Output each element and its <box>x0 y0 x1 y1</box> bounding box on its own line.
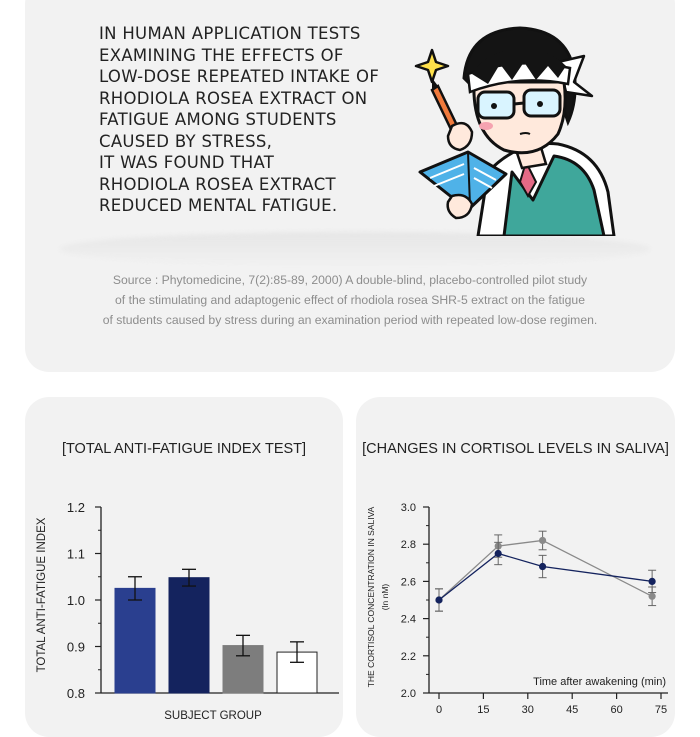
student-reading-book-illustration <box>408 22 624 236</box>
x-tick-label: 0 <box>435 704 443 716</box>
intro-line: FATIGUE AMONG STUDENTS <box>99 110 337 129</box>
y-tick-label: 2.8 <box>400 539 416 552</box>
x-axis-label: SUBJECT GROUP <box>164 710 262 722</box>
intro-line: REDUCED MENTAL FATIGUE. <box>99 196 338 215</box>
bar <box>115 588 155 693</box>
data-point <box>495 550 502 557</box>
intro-line: RHODIOLA ROSEA EXTRACT <box>99 174 336 194</box>
intro-line: CAUSED BY STRESS, <box>99 131 273 151</box>
x-tick-label: 45 <box>566 704 579 716</box>
intro-line: RHODIOLA ROSEA EXTRACT ON <box>99 88 368 108</box>
x-tick-label: 60 <box>610 704 623 716</box>
y-tick-label: 1.2 <box>66 500 85 515</box>
series-line <box>439 554 652 601</box>
cortisol-chart-card <box>356 397 675 737</box>
source-citation <box>40 270 660 330</box>
y-axis-label: THE CORTISOL CONCENTRATION IN SALIVA <box>366 506 376 688</box>
source-line: Source : Phytomedicine, 7(2):85-89, 2000) A double-blind, placebo-controlled pilot study <box>112 273 588 287</box>
cortisol-line-chart <box>356 397 675 737</box>
y-tick-label: 2.2 <box>400 650 416 663</box>
y-axis-label: TOTAL ANTI-FATIGUE INDEX <box>36 517 48 673</box>
source-line: of students caused by stress during an examination period with repeated low-dose regimen. <box>102 313 598 327</box>
y-tick-label: 2.0 <box>400 688 416 700</box>
x-tick-label: 75 <box>654 704 668 716</box>
data-point <box>539 563 546 570</box>
x-axis-label: Time after awakening (min) <box>533 676 666 688</box>
y-tick-label: 1.1 <box>66 546 85 562</box>
intro-line: EXAMINING THE EFFECTS OF <box>99 45 344 65</box>
cortisol-chart-title: [CHANGES IN CORTISOL LEVELS IN SALIVA] <box>362 441 669 457</box>
y-tick-label: 0.9 <box>66 639 85 655</box>
intro-line: IN HUMAN APPLICATION TESTS <box>99 24 361 43</box>
y-tick-label: 2.4 <box>400 613 416 626</box>
data-point <box>649 593 656 600</box>
y-tick-label: 0.8 <box>66 686 85 701</box>
anti-fatigue-bar-chart <box>25 397 343 737</box>
data-point <box>435 596 442 603</box>
y-tick-label: 2.6 <box>400 576 416 589</box>
anti-fatigue-chart-card <box>25 397 343 737</box>
data-point <box>649 578 656 585</box>
y-tick-label: 3.0 <box>400 502 416 514</box>
x-tick-label: 30 <box>521 704 534 716</box>
y-tick-label: 1.0 <box>66 593 85 608</box>
data-point <box>539 537 546 544</box>
anti-fatigue-chart-title: [TOTAL ANTI-FATIGUE INDEX TEST] <box>61 441 307 457</box>
sparkle-icon <box>416 50 448 82</box>
x-tick-label: 15 <box>477 704 490 716</box>
intro-line: IT WAS FOUND THAT <box>99 153 275 172</box>
bar <box>169 578 209 693</box>
shadow-band <box>60 232 650 266</box>
intro-line: LOW-DOSE REPEATED INTAKE OF <box>99 67 380 86</box>
intro-text <box>99 23 399 217</box>
source-line: of the stimulating and adaptogenic effect of rhodiola rosea SHR-5 extract on the fatigue <box>115 293 585 307</box>
y-axis-unit: (ln nM) <box>380 583 390 611</box>
